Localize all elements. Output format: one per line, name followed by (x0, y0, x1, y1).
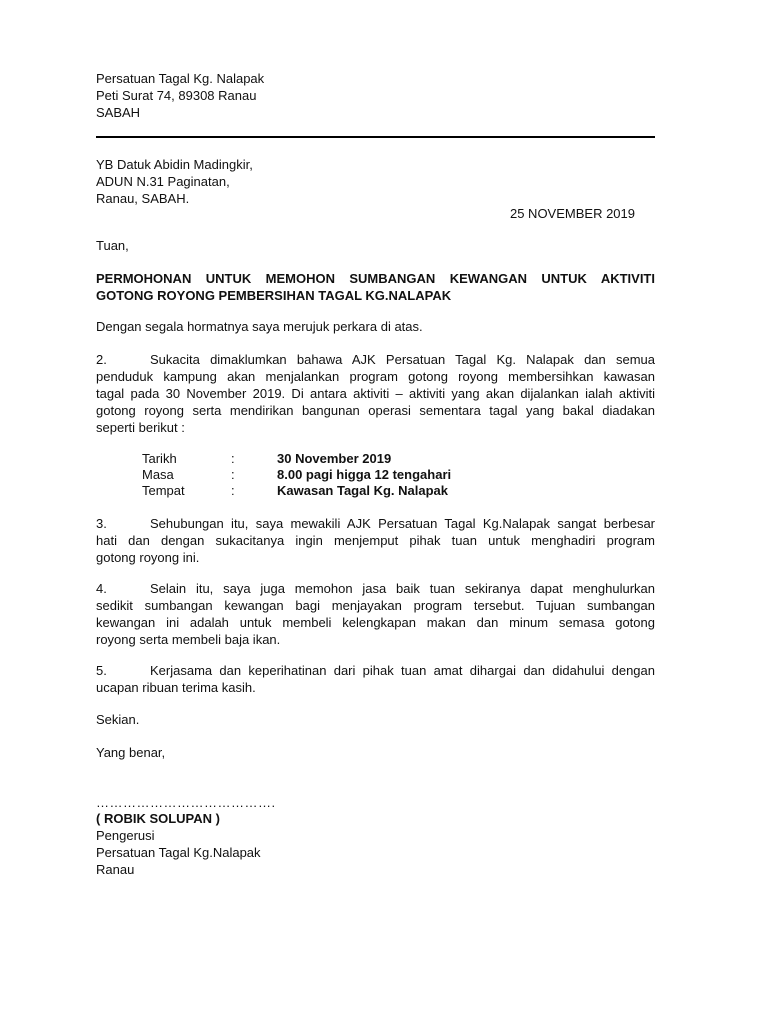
paragraph-5-line-1: Kerjasama dan keperihatinan dari pihak tuan amat dihargai dan didahului dengan (150, 663, 655, 678)
detail-value: 30 November 2019 (277, 451, 392, 466)
signer-title: Pengerusi (96, 828, 155, 843)
paragraph-4-line-3: kewangan ini adalah untuk membeli kelengkapan makan dan minum semasa gotong (96, 615, 655, 630)
detail-label: Tarikh (142, 451, 177, 466)
paragraph-3-line-3: gotong royong ini. (96, 550, 200, 565)
detail-label: Masa (142, 467, 174, 482)
event-details (142, 450, 451, 498)
recipient-address (96, 156, 655, 207)
subject-line-1: PERMOHONAN UNTUK MEMOHON SUMBANGAN KEWANGAN UNTUK AKTIVITI (96, 271, 655, 286)
paragraph-5-line-2: ucapan ribuan terima kasih. (96, 680, 256, 695)
paragraph-2-line-4: gotong royong serta mendirikan bangunan operasi sementara tagal yang bakal diadakan (96, 403, 655, 418)
paragraph-3-line-1: Sehubungan itu, saya mewakili AJK Persatuan Tagal Kg.Nalapak sangat berbesar (150, 516, 655, 531)
signer-organization: Persatuan Tagal Kg.Nalapak (96, 845, 261, 860)
paragraph-4-number: 4. (96, 581, 107, 596)
letter-date: 25 NOVEMBER 2019 (509, 206, 635, 221)
detail-colon: : (231, 467, 235, 482)
paragraph-4-line-2: sedikit sumbangan kewangan bagi menjayakan program tersebut. Tujuan sumbangan (96, 598, 655, 613)
sender-address (96, 70, 655, 121)
sender-line-1: Persatuan Tagal Kg. Nalapak (96, 71, 265, 86)
subject-heading (96, 270, 655, 304)
paragraph-5-number: 5. (96, 663, 107, 678)
paragraph-2-number: 2. (96, 352, 107, 367)
paragraph-4 (96, 580, 655, 648)
header-divider (96, 136, 655, 138)
detail-label: Tempat (142, 483, 185, 498)
recipient-line-3: Ranau, SABAH. (96, 191, 190, 206)
paragraph-2-line-1: Sukacita dimaklumkan bahawa AJK Persatuan Tagal Kg. Nalapak dan semua (150, 352, 655, 367)
valediction: Yang benar, (96, 745, 166, 760)
closing-word: Sekian. (96, 712, 140, 727)
paragraph-3-line-2: hati dan dengan sukacitanya ingin menjemput pihak tuan untuk menghadiri program (96, 533, 655, 548)
detail-colon: : (231, 483, 235, 498)
recipient-line-1: YB Datuk Abidin Madingkir, (96, 157, 253, 172)
signer-place: Ranau (96, 862, 135, 877)
subject-line-2: GOTONG ROYONG PEMBERSIHAN TAGAL KG.NALAPAK (96, 288, 452, 303)
paragraph-5 (96, 662, 655, 696)
paragraph-4-line-4: royong serta membeli baja ikan. (96, 632, 281, 647)
detail-value: Kawasan Tagal Kg. Nalapak (277, 483, 448, 498)
detail-value: 8.00 pagi higga 12 tengahari (277, 467, 452, 482)
salutation: Tuan, (96, 238, 129, 253)
signature-line: …………………………………. (96, 795, 276, 810)
opening-sentence: Dengan segala hormatnya saya merujuk perkara di atas. (96, 319, 423, 334)
paragraph-4-line-1: Selain itu, saya juga memohon jasa baik tuan sekiranya dapat menghulurkan (150, 581, 655, 596)
signer-name: ( ROBIK SOLUPAN ) (96, 811, 220, 826)
paragraph-3-number: 3. (96, 516, 107, 531)
paragraph-2-line-5: seperti berikut : (96, 420, 185, 435)
detail-colon: : (231, 451, 235, 466)
paragraph-2 (96, 351, 655, 436)
paragraph-3 (96, 515, 655, 566)
detail-row-date (142, 450, 451, 466)
detail-row-time (142, 466, 451, 482)
recipient-line-2: ADUN N.31 Paginatan, (96, 174, 230, 189)
signer-block (96, 810, 655, 878)
sender-line-2: Peti Surat 74, 89308 Ranau (96, 88, 257, 103)
paragraph-2-line-3: tagal pada 30 November 2019. Di antara aktiviti – aktiviti yang akan dijalankan ialah aktiviti (96, 386, 655, 401)
sender-line-3: SABAH (96, 105, 141, 120)
paragraph-2-line-2: penduduk kampung akan menjalankan program gotong royong membersihkan kawasan (96, 369, 655, 384)
detail-row-place (142, 482, 451, 498)
